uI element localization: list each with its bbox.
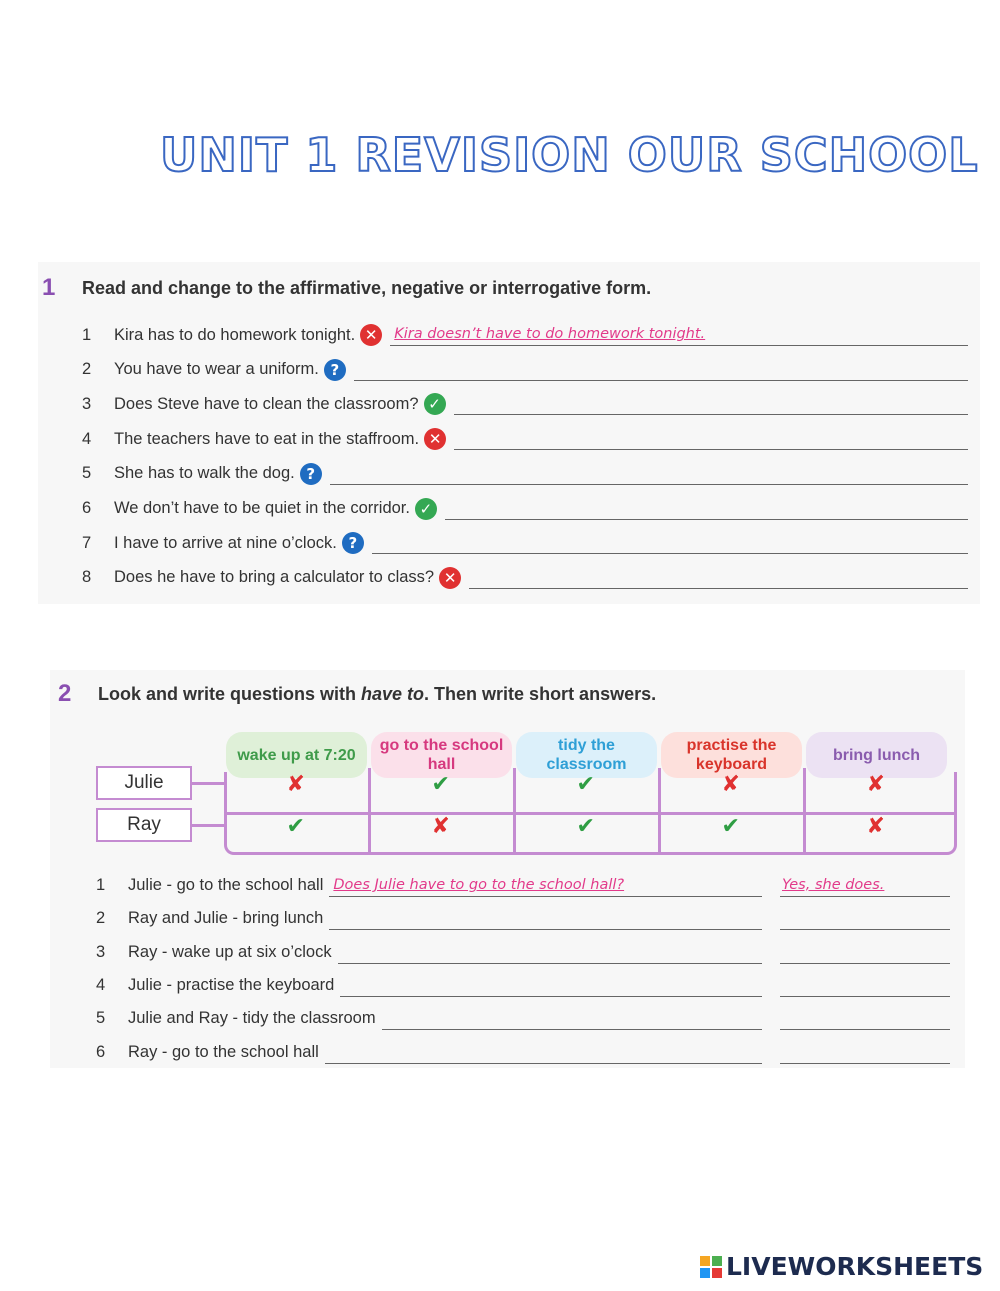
answer-text[interactable]: Kira doesn’t have to do homework tonight. [394,326,706,342]
question-line[interactable] [325,1063,762,1064]
exercise-item [96,1043,319,1062]
check-mark-icon: ✔ [721,814,740,839]
exercise-item [82,393,446,415]
exercise-1-panel [38,262,980,604]
row-name: Julie [96,766,192,800]
item-number: 1 [82,325,92,344]
answer-line[interactable] [454,449,968,450]
exercise-item [96,976,334,995]
short-answer-line[interactable] [780,1063,950,1064]
question-line[interactable] [329,896,762,897]
item-sentence: Does Steve have to clean the classroom? [114,394,419,413]
item-number: 2 [96,909,106,928]
exercise-item [82,324,382,346]
column-header-label: tidy the classroom [546,737,627,773]
answer-line[interactable] [469,588,968,589]
short-answer-line[interactable] [780,929,950,930]
short-answer-text[interactable]: Yes, she does. [782,877,885,893]
question-line[interactable] [329,929,762,930]
cross-mark-icon: ✘ [286,772,305,797]
item-number: 3 [82,394,92,413]
question-icon: ? [300,463,322,485]
question-icon: ? [324,359,346,381]
item-number: 2 [82,360,92,379]
cross-mark-icon: ✘ [431,814,450,839]
item-prompt: Julie and Ray - tidy the classroom [128,1009,376,1028]
item-number: 5 [96,1009,106,1028]
row-name: Ray [96,808,192,842]
liveworksheets-logo [700,1252,983,1281]
exercise-item [96,909,323,928]
item-number: 8 [82,568,92,587]
answer-line[interactable] [454,414,968,415]
table-column-divider [658,768,661,852]
exercise-2-panel [50,670,965,1068]
cross-mark-icon: ✘ [721,772,740,797]
cross-mark-icon: ✘ [866,772,885,797]
answer-line[interactable] [372,553,968,554]
item-number: 6 [96,1042,106,1061]
item-number: 1 [96,876,106,894]
item-sentence: She has to walk the dog. [114,464,295,483]
item-number: 3 [96,942,106,961]
exercise-item [82,567,461,589]
exercise-number: 2 [58,680,72,707]
short-answer-line[interactable] [780,996,950,997]
column-header-label: practise the keyboard [686,737,777,773]
item-number: 5 [82,464,92,483]
table-column-divider [803,768,806,852]
exercise-item [82,463,322,485]
exercise-item [82,498,437,520]
item-prompt: Ray - go to the school hall [128,1042,319,1061]
instruction-text: . Then write short answers. [424,684,657,704]
check-mark-icon: ✔ [576,814,595,839]
check-mark-icon: ✔ [576,772,595,797]
question-icon: ? [342,532,364,554]
question-line[interactable] [340,996,762,997]
x-icon: ✕ [424,428,446,450]
answer-line[interactable] [330,484,968,485]
exercise-item [82,428,446,450]
exercise-item [82,532,364,554]
instruction-emphasis: have to [361,684,425,704]
column-header-label: bring lunch [832,746,921,764]
page-title: UNIT 1 REVISION OUR SCHOOL [160,128,979,182]
x-icon: ✕ [439,567,461,589]
exercise-instruction [98,684,656,705]
short-answer-line[interactable] [780,963,950,964]
item-number: 7 [82,533,92,552]
row-connector [192,824,224,827]
exercise-number: 1 [42,274,56,301]
check-mark-icon: ✔ [286,814,305,839]
column-header-label: go to the school hall [379,737,504,773]
question-line[interactable] [338,963,762,964]
item-sentence: Does he have to bring a calculator to class? [114,568,435,587]
item-sentence: We don’t have to be quiet in the corridor. [114,499,410,517]
x-icon: ✕ [360,324,382,346]
table-column-divider [513,768,516,852]
question-text[interactable]: Does Julie have to go to the school hall? [333,877,625,893]
short-answer-line[interactable] [780,896,950,897]
short-answer-line[interactable] [780,1029,950,1030]
exercise-instruction: Read and change to the affirmative, negative or interrogative form. [82,278,652,298]
answer-line[interactable] [390,345,968,346]
item-sentence: You have to wear a uniform. [114,360,319,379]
table-column-divider [368,768,371,852]
exercise-item [96,943,332,962]
check-icon: ✓ [424,393,446,415]
logo-squares-icon [700,1256,722,1278]
item-prompt: Ray and Julie - bring lunch [128,909,324,928]
column-header-label: wake up at 7:20 [237,746,356,764]
item-number: 6 [82,499,92,517]
cross-mark-icon: ✘ [866,814,885,839]
row-connector [192,782,224,785]
exercise-item [96,876,323,895]
exercise-item [96,1009,376,1028]
instruction-text: Look and write questions with [98,684,362,704]
question-line[interactable] [382,1029,762,1030]
answer-line[interactable] [354,380,968,381]
item-sentence: I have to arrive at nine o’clock. [114,533,337,552]
logo-text: LIVEWORKSHEETS [726,1252,984,1281]
exercise-item [82,359,346,381]
check-icon: ✓ [415,498,437,520]
item-sentence: Kira has to do homework tonight. [114,325,356,344]
item-prompt: Julie - practise the keyboard [128,975,335,994]
answer-line[interactable] [445,519,968,520]
item-prompt: Julie - go to the school hall [128,876,324,894]
check-mark-icon: ✔ [431,772,450,797]
item-prompt: Ray - wake up at six o’clock [128,942,332,961]
item-number: 4 [82,429,92,448]
item-sentence: The teachers have to eat in the staffroom. [114,429,420,448]
item-number: 4 [96,975,106,994]
